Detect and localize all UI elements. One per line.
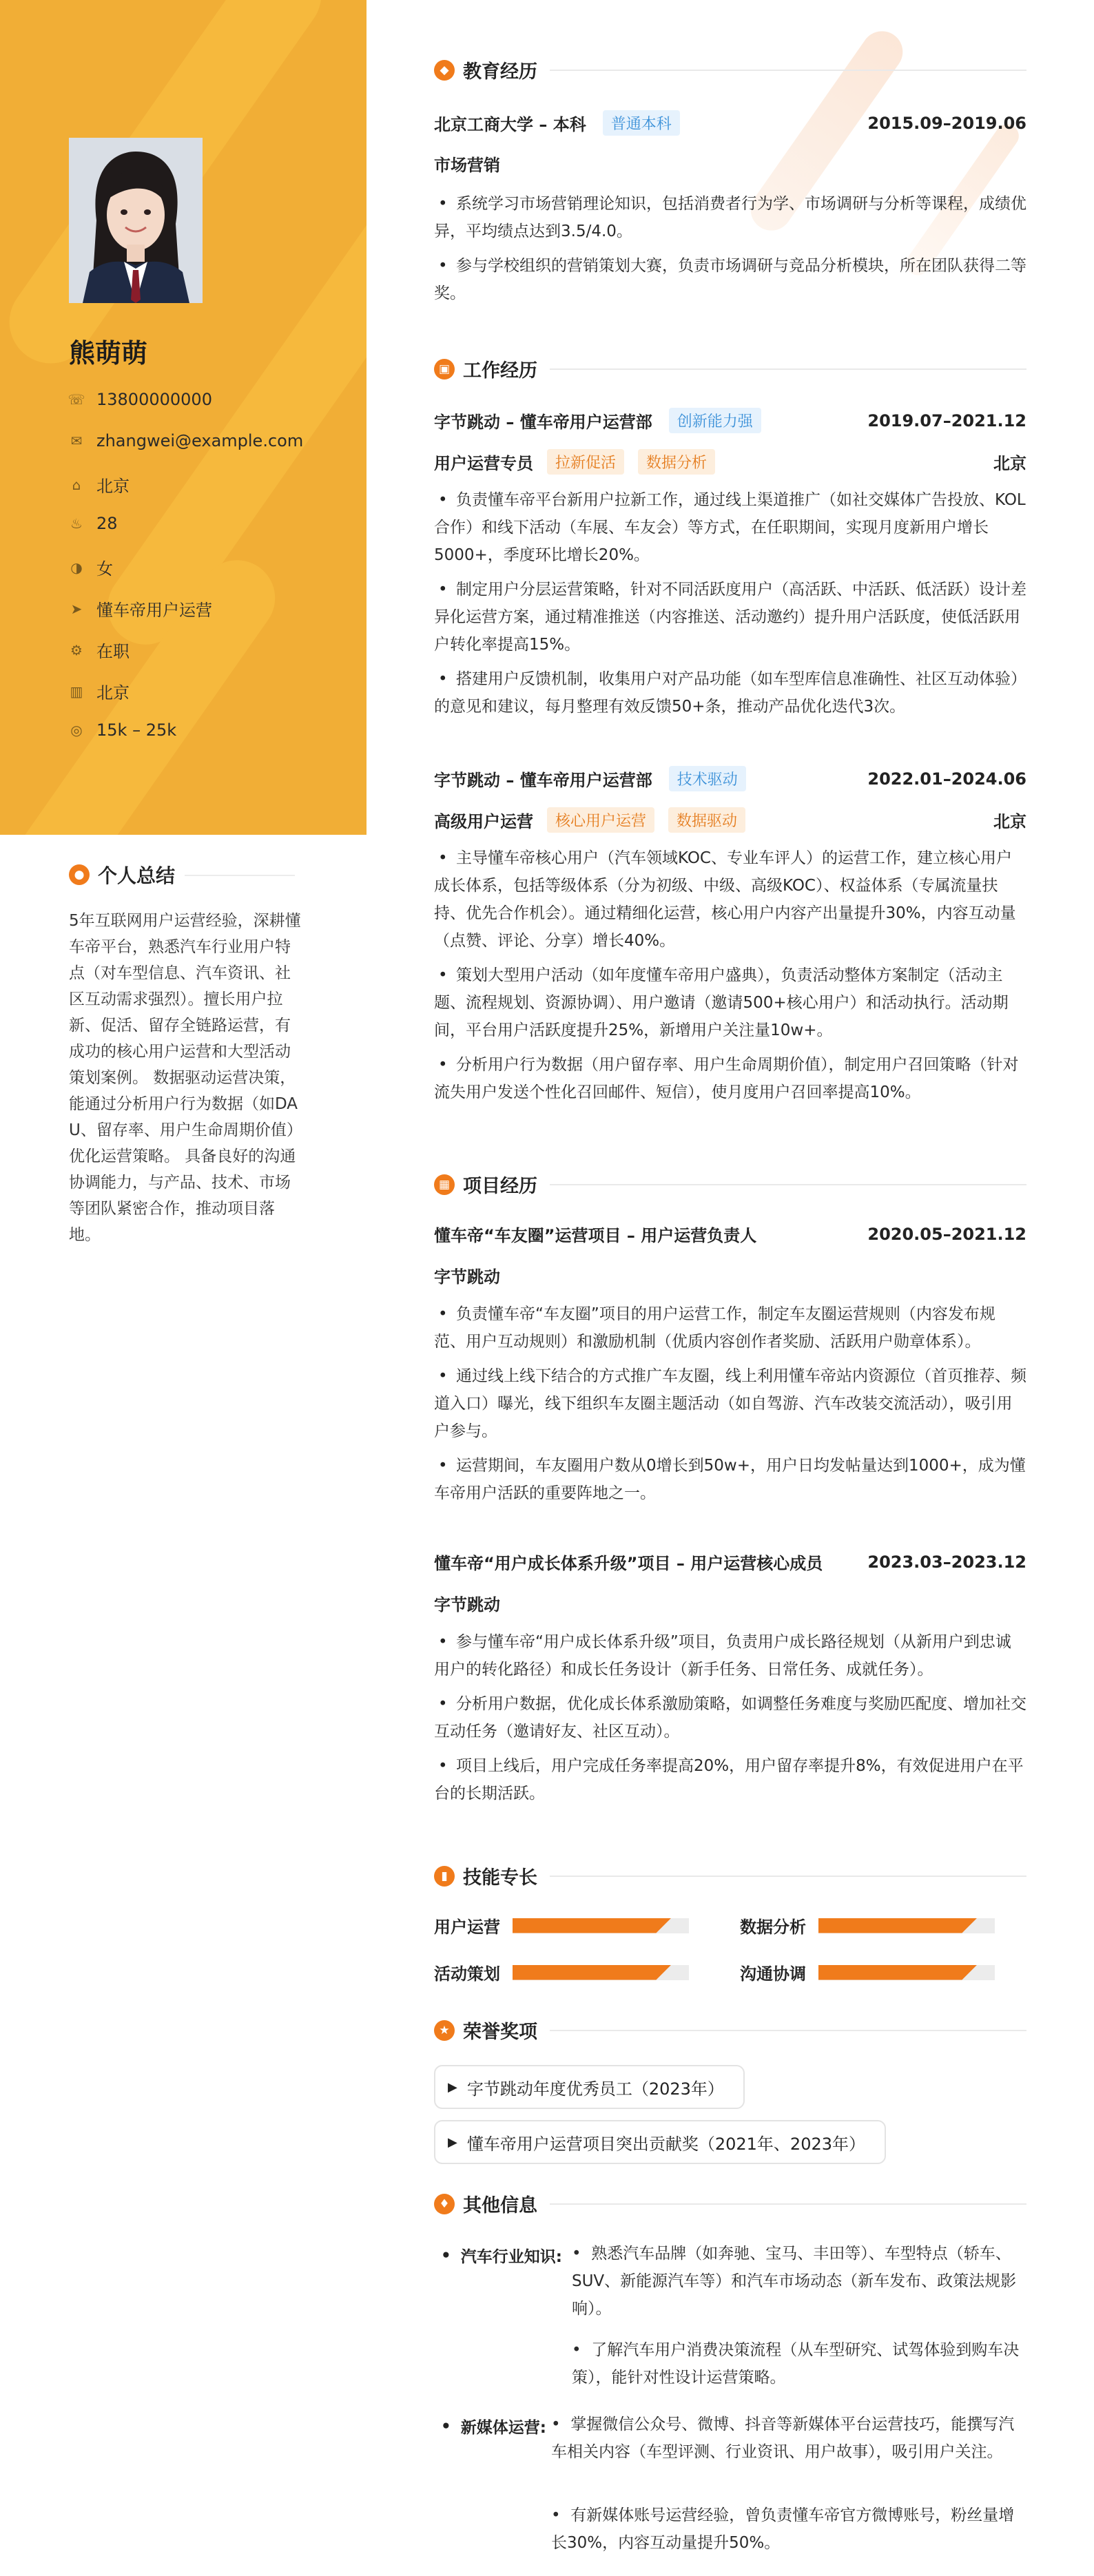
list-item: • 项目上线后，用户完成任务率提高20%，用户留存率提升8%，有效促进用户在平台的长期活跃。	[434, 1752, 1026, 1807]
play-icon: ▶	[448, 2079, 457, 2095]
contact-value: 北京	[96, 683, 130, 703]
graduation-cap-icon: ◆	[434, 60, 455, 81]
other-item-text: 掌握微信公众号、微博、抖音等新媒体平台运营技巧，能撰写汽车相关内容（车型评测、行业资讯、用户故事），吸引用户关注。	[551, 2416, 1015, 2461]
project-org-row	[434, 1591, 1026, 1615]
awards-heading	[434, 2017, 1026, 2044]
job-role: 用户运营专员	[434, 454, 533, 473]
list-item: • 策划大型用户活动（如年度懂车帝用户盛典），负责活动整体方案制定（活动主题、流程规划、资源协调）、用户邀请（邀请500+核心用户）和活动执行。活动期间，平台用户活跃度提升25%，新增用户关注量10w+。	[434, 962, 1026, 1044]
company-name: 字节跳动 – 懂车帝用户运营部	[434, 413, 652, 432]
job-bullets	[434, 844, 1026, 1113]
summary-text: 5年互联网用户运营经验，深耕懂车帝平台，熟悉汽车行业用户特点（对车型信息、汽车资讯、社区互动需求强烈）。擅长用户拉新、促活、留存全链路运营，有成功的核心用户运营和大型活动策划案例。 数据驱动运营决策，能通过分析用户行为数据（如DAU、留存率、用户生命周期价值）优化运营策略。 具备良好的沟通协调能力，与产品、技术、市场等团队紧密合作，推动项目落地。	[69, 912, 302, 1244]
briefcase-icon: ▣	[434, 359, 455, 380]
divider	[550, 368, 1026, 370]
list-item: • 分析用户行为数据（用户留存率、用户生命周期价值），制定用户召回策略（针对流失用户发送个性化召回邮件、短信），使月度用户召回率提高10%。	[434, 1051, 1026, 1106]
summary-heading	[69, 861, 175, 889]
skill-label: 沟通协调	[740, 1964, 806, 1984]
skill-bar	[818, 1965, 995, 1980]
contact-email[interactable]	[69, 431, 344, 450]
skill-bar	[513, 1918, 689, 1933]
other-group-label: • 汽车行业知识:	[441, 2244, 562, 2267]
job-city: 北京	[993, 812, 1026, 831]
list-item: • 通过线上线下结合的方式推广车友圈，线上利用懂车帝站内资源位（首页推荐、频道入口）曝光，线下组织车友圈主题活动（如自驾游、汽车改装交流活动），吸引用户参与。	[434, 1362, 1026, 1445]
contact-status	[69, 638, 344, 662]
other-heading	[434, 2190, 1026, 2217]
job-tag: 技术驱动	[669, 766, 746, 791]
skill-item	[434, 1960, 689, 1984]
skills-heading	[434, 1862, 1026, 1889]
skill-label: 用户运营	[434, 1918, 500, 1937]
project-org: 字节跳动	[434, 1267, 500, 1287]
school-name: 北京工商大学 – 本科	[434, 115, 586, 134]
divider	[550, 1876, 1026, 1877]
section-title: 技能专长	[463, 1867, 537, 1889]
skill-item	[434, 1913, 689, 1938]
role-tag: 数据分析	[638, 449, 715, 475]
job-city: 北京	[993, 454, 1026, 473]
project-row	[434, 1550, 1026, 1574]
gender-icon: ◑	[70, 559, 83, 576]
contact-value: 北京	[96, 477, 130, 496]
other-item-text: 了解汽车用户消费决策流程（从车型研究、试驾体验到购车决策），能针对性设计运营策略。	[572, 2341, 1020, 2387]
job-row	[434, 408, 1026, 433]
role-tag: 核心用户运营	[547, 807, 654, 833]
gear-icon: ⚙	[70, 641, 83, 658]
skill-item	[740, 1913, 995, 1938]
divider	[550, 2203, 1026, 2205]
list-item: • 负责懂车帝平台新用户拉新工作，通过线上渠道推广（如社交媒体广告投放、KOL合作）和线下活动（车展、车友会）等方式，在任职期间，实现月度新用户增长5000+，季度环比增长20%。	[434, 486, 1026, 569]
work-heading	[434, 355, 1026, 382]
section-title: 其他信息	[463, 2195, 537, 2216]
contact-value: 在职	[96, 642, 130, 661]
contact-age	[69, 514, 344, 533]
chart-icon: ▮	[434, 1866, 455, 1887]
cake-icon: ♨	[70, 515, 83, 532]
skill-item	[740, 1960, 995, 1984]
project-row	[434, 1222, 1026, 1246]
medal-icon: ★	[434, 2020, 455, 2041]
skill-label: 活动策划	[434, 1964, 500, 1984]
other-label-text: 汽车行业知识:	[460, 2248, 562, 2266]
job-role-row	[434, 807, 1026, 833]
section-title: 荣誉奖项	[463, 2022, 537, 2043]
award-text: 懂车帝用户运营项目突出贡献奖（2021年、2023年）	[466, 2134, 865, 2154]
skill-label: 数据分析	[740, 1918, 806, 1937]
divider	[185, 875, 295, 876]
other-item: • 了解汽车用户消费决策流程（从车型研究、试驾体验到购车决策），能针对性设计运营策略。	[572, 2341, 1020, 2387]
education-bullets	[434, 190, 1026, 314]
avatar	[69, 138, 203, 303]
section-title: 教育经历	[463, 61, 537, 83]
building-icon: ▥	[70, 683, 83, 700]
summary-title: 个人总结	[98, 864, 176, 887]
contact-location	[69, 472, 344, 497]
divider	[550, 70, 1026, 71]
other-item: • 有新媒体账号运营经验，曾负责懂车帝官方微博账号，粉丝量增长30%，内容互动量提升50%。	[551, 2506, 1015, 2552]
section-title: 项目经历	[463, 1176, 537, 1197]
project-bullets	[434, 1300, 1026, 1514]
list-item: • 分析用户数据，优化成长体系激励策略，如调整任务难度与奖励匹配度、增加社交互动任务（邀请好友、社区互动）。	[434, 1690, 1026, 1745]
award-text: 字节跳动年度优秀员工（2023年）	[466, 2079, 724, 2099]
list-item: • 参与学校组织的营销策划大赛，负责市场调研与竞品分析模块，所在团队获得二等奖。	[434, 252, 1026, 307]
project-date: 2023.03–2023.12	[867, 1552, 1026, 1572]
contact-target-city	[69, 679, 344, 703]
job-bullets	[434, 486, 1026, 727]
skill-bar-fill	[513, 1918, 671, 1933]
skill-bar-fill	[513, 1965, 671, 1980]
education-date: 2015.09–2019.06	[867, 113, 1026, 133]
contact-salary	[69, 720, 344, 740]
other-label-text: 新媒体运营:	[460, 2419, 546, 2437]
contact-phone	[69, 390, 344, 409]
contact-value: 28	[96, 514, 118, 533]
list-item: • 制定用户分层运营策略，针对不同活跃度用户（高活跃、中活跃、低活跃）设计差异化运营方案，通过精准推送（内容推送、活动邀约）提升用户活跃度，使低活跃用户转化率提高15%。	[434, 576, 1026, 658]
list-item: • 主导懂车帝核心用户（汽车领域KOC、专业车评人）的运营工作，建立核心用户成长体系，包括等级体系（分为初级、中级、高级KOC）、权益体系（专属流量扶持、优先合作机会）。通过精细化运营，核心用户内容产出量提升30%，内容互动量（点赞、评论、分享）增长40%。	[434, 844, 1026, 955]
job-role-row	[434, 449, 1026, 475]
other-item-text: 有新媒体账号运营经验，曾负责懂车帝官方微博账号，粉丝量增长30%，内容互动量提升50%。	[551, 2506, 1015, 2552]
contact-value[interactable]: zhangwei@example.com	[96, 431, 304, 450]
role-tag: 数据驱动	[668, 807, 745, 833]
education-row	[434, 110, 1026, 136]
contact-value: 懂车帝用户运营	[96, 601, 212, 620]
list-item: • 运营期间，车友圈用户数从0增长到50w+，用户日均发帖量达到1000+，成为懂车帝用户活跃的重要阵地之一。	[434, 1452, 1026, 1507]
skill-bar	[513, 1965, 689, 1980]
divider	[550, 1184, 1026, 1185]
list-item: • 负责懂车帝“车友圈”项目的用户运营工作，制定车友圈运营规则（内容发布规范、用户互动规则）和激励机制（优质内容创作者奖励、活跃用户勋章体系）。	[434, 1300, 1026, 1355]
skill-bar-fill	[818, 1965, 977, 1980]
divider	[550, 2030, 1026, 2031]
contact-value: 13800000000	[96, 390, 212, 409]
other-item: • 熟悉汽车品牌（如奔驰、宝马、丰田等）、车型特点（轿车、SUV、新能源汽车等）和汽车市场动态（新车发布、政策法规影响）。	[572, 2245, 1017, 2318]
list-item: • 参与懂车帝“用户成长体系升级”项目，负责用户成长路径规划（从新用户到忠诚用户的转化路径）和成长任务设计（新手任务、日常任务、成就任务）。	[434, 1628, 1026, 1683]
play-icon: ▶	[448, 2134, 457, 2150]
candidate-name: 熊萌萌	[69, 338, 148, 368]
money-icon: ◎	[70, 722, 83, 738]
project-org: 字节跳动	[434, 1595, 500, 1614]
award-item	[434, 2120, 886, 2164]
list-item: • 搭建用户反馈机制，收集用户对产品功能（如车型库信息准确性、社区互动体验）的意见和建议，每月整理有效反馈50+条，推动产品优化迭代3次。	[434, 665, 1026, 720]
phone-icon: ☏	[68, 391, 85, 408]
project-name: 懂车帝“车友圈”运营项目 – 用户运营负责人	[434, 1226, 757, 1245]
school-tag: 普通本科	[603, 110, 680, 136]
flame-icon: ♦	[434, 2194, 455, 2214]
company-name: 字节跳动 – 懂车帝用户运营部	[434, 771, 652, 790]
project-org-row	[434, 1263, 1026, 1287]
job-date: 2022.01–2024.06	[867, 769, 1026, 789]
contact-target-job	[69, 596, 344, 621]
major-name: 市场营销	[434, 156, 500, 175]
home-icon: ⌂	[72, 476, 81, 493]
other-item-text: 熟悉汽车品牌（如奔驰、宝马、丰田等）、车型特点（轿车、SUV、新能源汽车等）和汽车市场动态（新车发布、政策法规影响）。	[572, 2245, 1017, 2318]
project-bullets	[434, 1628, 1026, 1814]
job-row	[434, 766, 1026, 791]
contact-gender	[69, 555, 344, 579]
skill-bar-fill	[818, 1918, 977, 1933]
list-item: • 系统学习市场营销理论知识，包括消费者行为学、市场调研与分析等课程，成绩优异，平均绩点达到3.5/4.0。	[434, 190, 1026, 245]
contact-value: 15k – 25k	[96, 720, 177, 740]
education-heading	[434, 56, 1026, 83]
sidebar-header	[0, 0, 367, 835]
award-item	[434, 2065, 745, 2109]
user-icon: ●	[69, 864, 90, 885]
section-title: 工作经历	[463, 360, 537, 382]
job-tag: 创新能力强	[669, 408, 761, 433]
project-name: 懂车帝“用户成长体系升级”项目 – 用户运营核心成员	[434, 1554, 823, 1573]
other-group-label: • 新媒体运营:	[441, 2415, 546, 2438]
other-item: • 掌握微信公众号、微博、抖音等新媒体平台运营技巧，能撰写汽车相关内容（车型评测、行业资讯、用户故事），吸引用户关注。	[551, 2416, 1015, 2461]
skill-bar	[818, 1918, 995, 1933]
grid-icon: ▦	[434, 1174, 455, 1195]
projects-heading	[434, 1171, 1026, 1198]
job-role: 高级用户运营	[434, 812, 533, 831]
sidebar	[0, 0, 367, 2576]
contact-value: 女	[96, 559, 113, 579]
project-date: 2020.05–2021.12	[867, 1224, 1026, 1244]
email-icon: ✉	[70, 433, 83, 449]
send-icon: ➤	[70, 600, 83, 617]
role-tag: 拉新促活	[547, 449, 624, 475]
education-major-row	[434, 152, 1026, 176]
job-date: 2019.07–2021.12	[867, 411, 1026, 430]
